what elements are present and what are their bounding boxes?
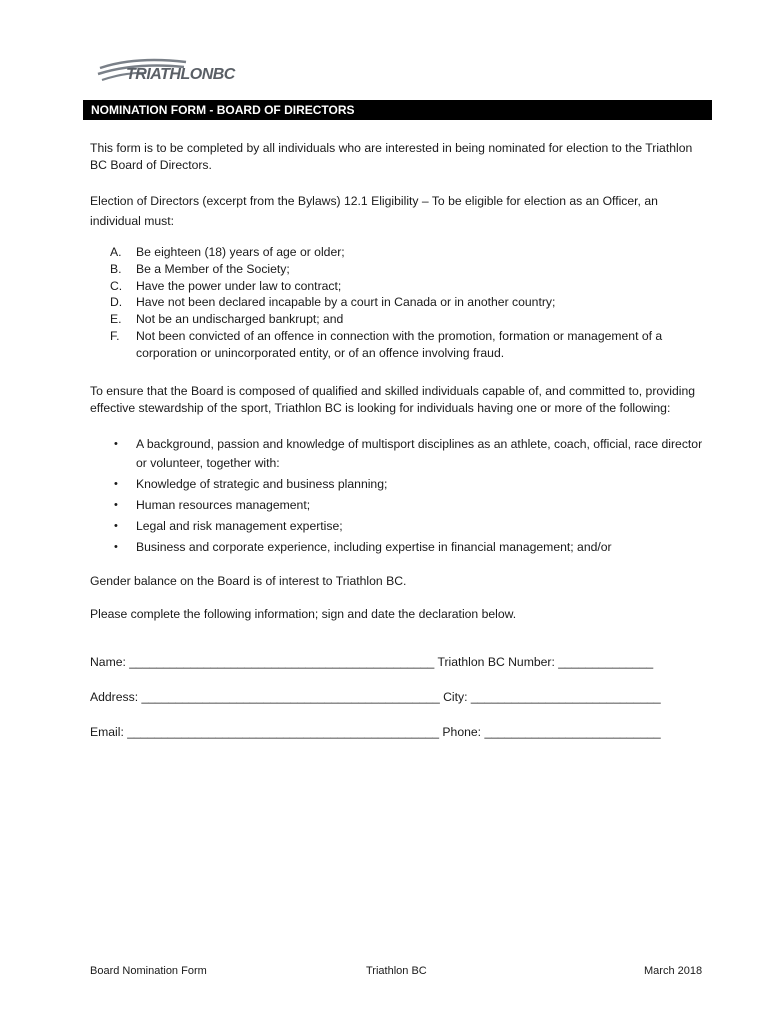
- list-item: [90, 517, 705, 536]
- triathlon-bc-logo: [96, 54, 256, 94]
- bullet-icon: •: [114, 438, 118, 450]
- list-item-text: Have not been declared incapable by a court in Canada or in another country;: [136, 295, 556, 310]
- list-item-text: Not be an undischarged bankrupt; and: [136, 312, 344, 327]
- list-marker: F.: [110, 328, 120, 343]
- logo-text: TRIATHLONBC: [126, 66, 235, 83]
- list-item: [90, 475, 705, 494]
- list-item: [90, 538, 705, 557]
- instruction-paragraph: Please complete the following information; sign and date the declaration below.: [90, 607, 517, 621]
- list-item: [90, 311, 705, 328]
- list-item-text: Be a Member of the Society;: [136, 261, 290, 276]
- list-item: [90, 328, 705, 362]
- list-item-text: Not been convicted of an offence in connection with the promotion, formation or management of a corporation or unincorporated entity, or of an offence involving fraud.: [136, 328, 663, 360]
- election-paragraph: Election of Directors (excerpt from the Bylaws) 12.1 Eligibility – To be eligible for election as an Officer, an individual must:: [90, 194, 658, 228]
- list-item: [90, 294, 705, 311]
- bullet-icon: •: [114, 499, 118, 511]
- list-item: [90, 435, 705, 473]
- intro-paragraph: This form is to be completed by all individuals who are interested in being nominated for election to the Triathlon BC Board of Directors.: [90, 141, 693, 172]
- list-item: [90, 278, 705, 295]
- board-intro-paragraph: To ensure that the Board is composed of qualified and skilled individuals capable of, and committed to, providing effective stewardship of the sport, Triathlon BC is looking for individuals having one or more of the following:: [90, 384, 695, 415]
- qualities-list: [90, 435, 705, 559]
- list-item-text: Knowledge of strategic and business planning;: [136, 477, 388, 491]
- gender-paragraph: Gender balance on the Board is of interest to Triathlon BC.: [90, 574, 407, 588]
- form-title: NOMINATION FORM - BOARD OF DIRECTORS: [83, 100, 712, 120]
- eligibility-list: [90, 244, 705, 362]
- list-item: [90, 244, 705, 261]
- bullet-icon: •: [114, 478, 118, 490]
- address-field-row[interactable]: Address: ____________________________________________ City: ____________________________: [90, 690, 661, 704]
- footer-left: Board Nomination Form: [90, 965, 207, 977]
- list-marker: E.: [110, 312, 122, 327]
- list-item-text: Have the power under law to contract;: [136, 278, 342, 293]
- footer-center: Triathlon BC: [366, 965, 427, 977]
- list-item-text: Business and corporate experience, including expertise in financial management; and/or: [136, 540, 612, 554]
- list-marker: C.: [110, 278, 123, 293]
- name-field-row[interactable]: Name: _____________________________________________ Triathlon BC Number: ______________: [90, 655, 654, 669]
- list-marker: D.: [110, 295, 123, 310]
- list-item: [90, 496, 705, 515]
- footer-right: March 2018: [644, 965, 703, 977]
- list-item: [90, 261, 705, 278]
- list-item-text: A background, passion and knowledge of multisport disciplines as an athlete, coach, official, race director or volunteer, together with:: [136, 437, 703, 470]
- list-item-text: Be eighteen (18) years of age or older;: [136, 245, 345, 259]
- list-marker: A.: [110, 245, 122, 259]
- list-marker: B.: [110, 261, 122, 276]
- email-field-row[interactable]: Email: ______________________________________________ Phone: __________________________: [90, 725, 661, 739]
- bullet-icon: •: [114, 520, 118, 532]
- list-item-text: Human resources management;: [136, 498, 311, 512]
- bullet-icon: •: [114, 541, 118, 553]
- list-item-text: Legal and risk management expertise;: [136, 519, 343, 533]
